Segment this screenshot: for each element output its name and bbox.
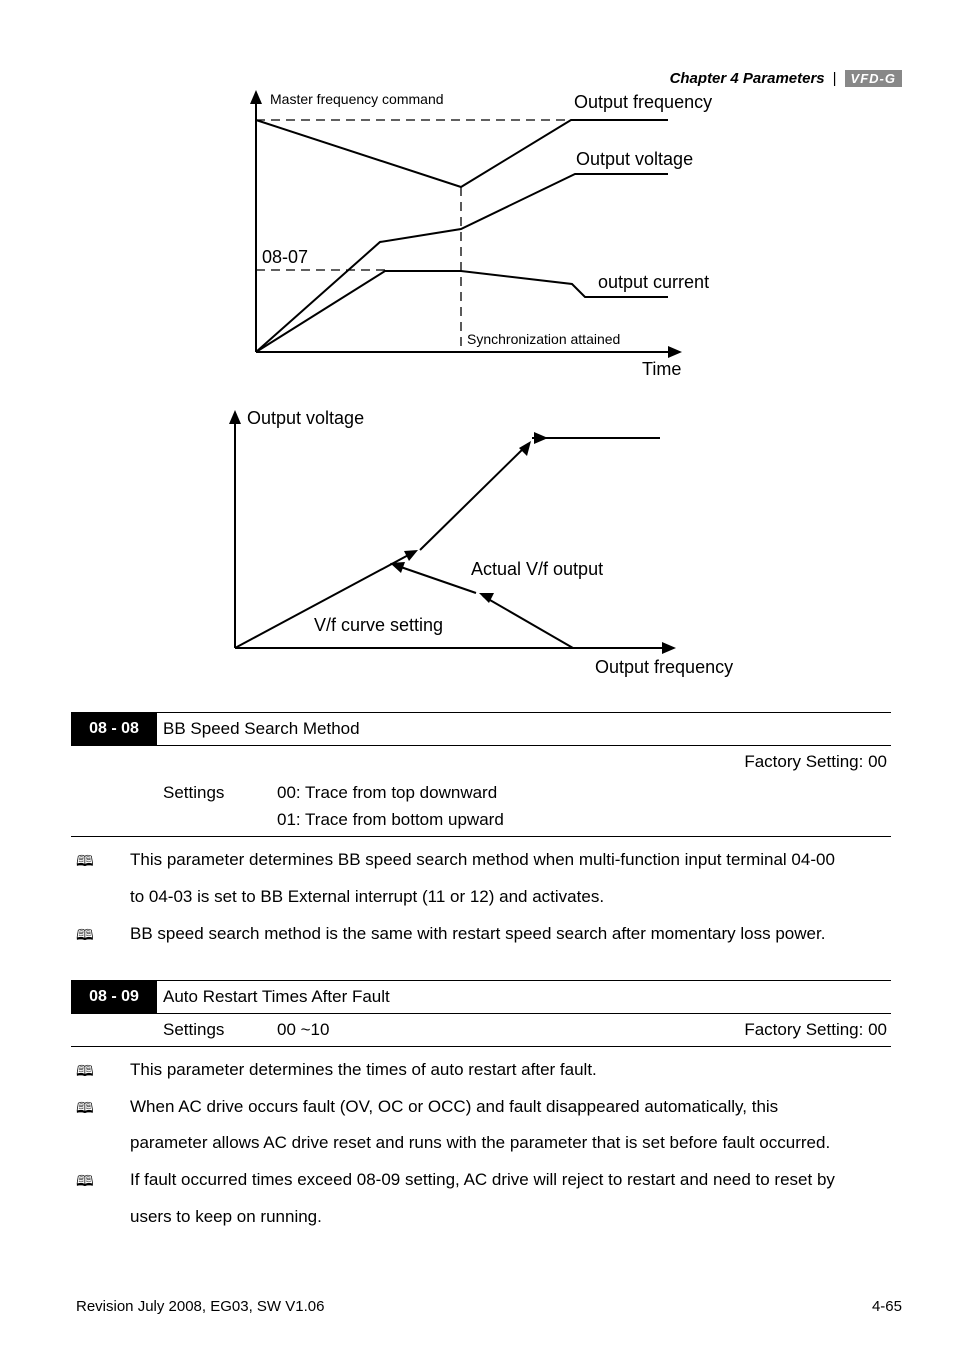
book-icon: 🕮 (76, 926, 94, 944)
param-0809-bottom-rule (71, 1046, 891, 1047)
param-0809-title: Auto Restart Times After Fault (163, 987, 390, 1006)
actual-vf-output-label: Actual V/f output (471, 559, 604, 579)
param-0809-note-3a: If fault occurred times exceed 08-09 setting, AC drive will reject to restart and need to reset by (130, 1170, 835, 1189)
param-0808-note-1a: This parameter determines BB speed search method when multi-function input terminal 04-00 (130, 850, 835, 869)
output-voltage-label: Output voltage (576, 149, 694, 169)
vf-diagram-y-arrow (229, 410, 241, 424)
param-0809-top-rule (71, 980, 891, 981)
vf-plateau-arrow (534, 432, 548, 444)
book-icon: 🕮 (76, 852, 94, 870)
param-0808-note-2: BB speed search method is the same with restart speed search after momentary loss power. (130, 924, 826, 943)
book-icon: 🕮 (76, 1172, 94, 1190)
param-0808-title: BB Speed Search Method (163, 719, 360, 738)
vf-diagram-x-arrow (662, 642, 676, 654)
output-voltage-curve (256, 174, 668, 352)
param-0808-option-01: 01: Trace from bottom upward (277, 810, 504, 829)
param-0809-note-3b: users to keep on running. (130, 1207, 322, 1226)
param-0809-range: 00 ~10 (277, 1020, 330, 1039)
param-0809-note-2b: parameter allows AC drive reset and runs with the parameter that is set before fault occurred. (130, 1133, 831, 1152)
param-0808-title-rule (71, 745, 891, 746)
master-frequency-label: Master frequency command (270, 91, 444, 107)
output-frequency-label: Output frequency (574, 92, 713, 112)
vf-rising-arrow (519, 441, 531, 456)
vf-curve-setting-label: V/f curve setting (314, 615, 444, 635)
param-0809-title-rule (71, 1013, 891, 1014)
param-0809-note-1: This parameter determines the times of auto restart after fault. (130, 1060, 597, 1079)
param-0809-code: 08 - 09 (71, 981, 157, 1013)
book-icon: 🕮 (76, 1062, 94, 1080)
chapter-title: Chapter 4 Parameters (669, 70, 825, 87)
actual-vf-lower-line (483, 596, 573, 648)
output-current-label: output current (598, 272, 710, 292)
vf-curve-diagram (0, 400, 954, 690)
param-0808-code: 08 - 08 (71, 713, 157, 745)
header-separator: | (832, 70, 837, 87)
vfd-g-logo: VFD-G (845, 70, 902, 87)
param-0809-factory-setting: Factory Setting: 00 (744, 1020, 887, 1039)
time-diagram-y-arrow (250, 90, 262, 104)
time-label: Time (642, 359, 682, 379)
footer-revision: Revision July 2008, EG03, SW V1.06 (76, 1298, 325, 1315)
vf-rising-line (420, 444, 528, 550)
vf-output-voltage-label: Output voltage (247, 408, 365, 428)
param-0808-note-1b: to 04-03 is set to BB External interrupt (11 or 12) and activates. (130, 887, 605, 906)
param-0808-settings-label: Settings (163, 783, 225, 802)
param-0809-settings-label: Settings (163, 1020, 225, 1039)
0807-label: 08-07 (262, 247, 309, 267)
speed-search-timing-diagram (0, 0, 954, 400)
time-diagram-x-arrow (668, 346, 682, 358)
param-0808-factory-setting: Factory Setting: 00 (744, 752, 887, 771)
vf-output-frequency-label: Output frequency (595, 657, 734, 677)
book-icon: 🕮 (76, 1099, 94, 1117)
synchronization-label: Synchronization attained (467, 331, 621, 347)
actual-vf-upper-line (395, 565, 476, 593)
param-0809-note-2a: When AC drive occurs fault (OV, OC or OCC) and fault disappeared automatically, this (130, 1097, 779, 1116)
param-0808-top-rule (71, 712, 891, 713)
param-0808-option-00: 00: Trace from top downward (277, 783, 498, 802)
param-0808-bottom-rule (71, 836, 891, 837)
actual-vf-arrow-2 (390, 562, 405, 573)
footer-page-number: 4-65 (871, 1298, 902, 1315)
